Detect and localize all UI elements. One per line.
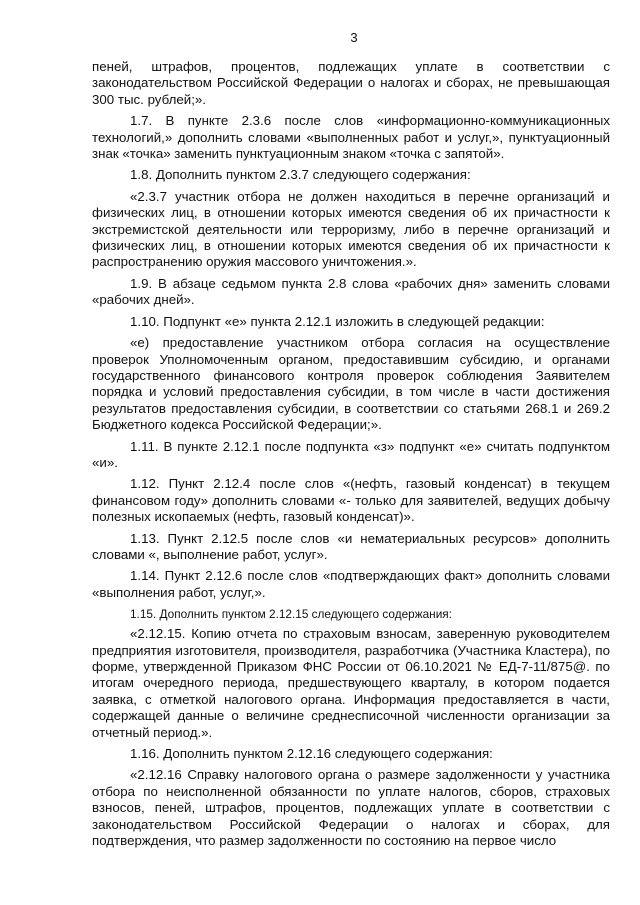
page-number: 3: [350, 30, 358, 45]
paragraph-2-12-16-quote: «2.12.16 Справку налогового органа о размере задолженности у участника отбора по неисполненной обязанности по уплате налогов, сборов, страховых взносов, пеней, штрафов, процентов, подлежащих уплате в соответствии с законодательством Российской Федерации о налогах и сборах, для подтверждения, что размер задолженности по состоянию на первое число: [92, 767, 610, 849]
paragraph-2-3-7-quote: «2.3.7 участник отбора не должен находиться в перечне организаций и физических лиц, в отношении которых имеются сведения об их причастности к экстремистской деятельности или терроризму, либо в перечне организаций и физических лиц, в отношении которых имеются сведения об их причастности к распространению оружия массового уничтожения.».: [92, 188, 610, 270]
paragraph-1-11: 1.11. В пункте 2.12.1 после подпункта «з» подпункт «е» считать подпунктом «и».: [92, 438, 610, 470]
paragraph-1-10: 1.10. Подпункт «е» пункта 2.12.1 изложить в следующей редакции:: [130, 313, 545, 329]
paragraph-1-14: 1.14. Пункт 2.12.6 после слов «подтверждающих факт» дополнить словами «выполнения работ, услуг,».: [92, 568, 610, 600]
paragraph-subitem-e-quote: «е) предоставление участником отбора согласия на осуществление проверок Уполномоченным органом, предоставившим субсидию, и органами государственного финансового контроля проверок соблюдения Заявителем порядка и условий предоставления субсидии, в том числе в части достижения результатов предоставления субсидии, в соответствии со статьями 268.1 и 269.2 Бюджетного кодекса Российской Федерации;».: [92, 335, 610, 433]
paragraph-1-15: 1.15. Дополнить пунктом 2.12.15 следующего содержания:: [130, 607, 452, 622]
paragraph-2-12-15-quote: «2.12.15. Копию отчета по страховым взносам, заверенную руководителем предприятия изготовителя, производителя, разработчика (Участника Кластера), по форме, утвержденной Приказом ФНС России от 06.10.2021 № ЕД-7-11/875@. по итогам очередного периода, предшествующего кварталу, в котором подается заявка, с отметкой налогового органа. Информация предоставляется в части, содержащей данные о величине среднесписочной численности организации за отчетный период.».: [92, 626, 610, 740]
paragraph-1-9: 1.9. В абзаце седьмом пункта 2.8 слова «рабочих дня» заменить словами «рабочих дней».: [92, 275, 610, 308]
paragraph-1-12: 1.12. Пункт 2.12.4 после слов «(нефть, газовый конденсат) в текущем финансовом году» дополнить словами «- только для заявителей, ведущих добычу полезных ископаемых (нефть, газовый конденсат)».: [92, 476, 610, 525]
paragraph-continuation: пеней, штрафов, процентов, подлежащих уплате в соответствии с законодательством Российской Федерации о налогах и сборах, не превышающая 300 тыс. рублей;».: [92, 59, 610, 107]
paragraph-1-16: 1.16. Дополнить пунктом 2.12.16 следующего содержания:: [130, 746, 493, 762]
document-page: [92, 30, 610, 854]
paragraph-1-8: 1.8. Дополнить пунктом 2.3.7 следующего содержания:: [130, 167, 471, 183]
paragraph-1-13: 1.13. Пункт 2.12.5 после слов «и нематериальных ресурсов» дополнить словами «, выполнение работ, услуг».: [92, 530, 610, 562]
paragraph-1-7: 1.7. В пункте 2.3.6 после слов «информационно-коммуникационных технологий,» дополнить словами «выполненных работ и услуг,», пунктуационный знак «точка» заменить пунктуационным знаком «точка с запятой».: [92, 113, 610, 162]
